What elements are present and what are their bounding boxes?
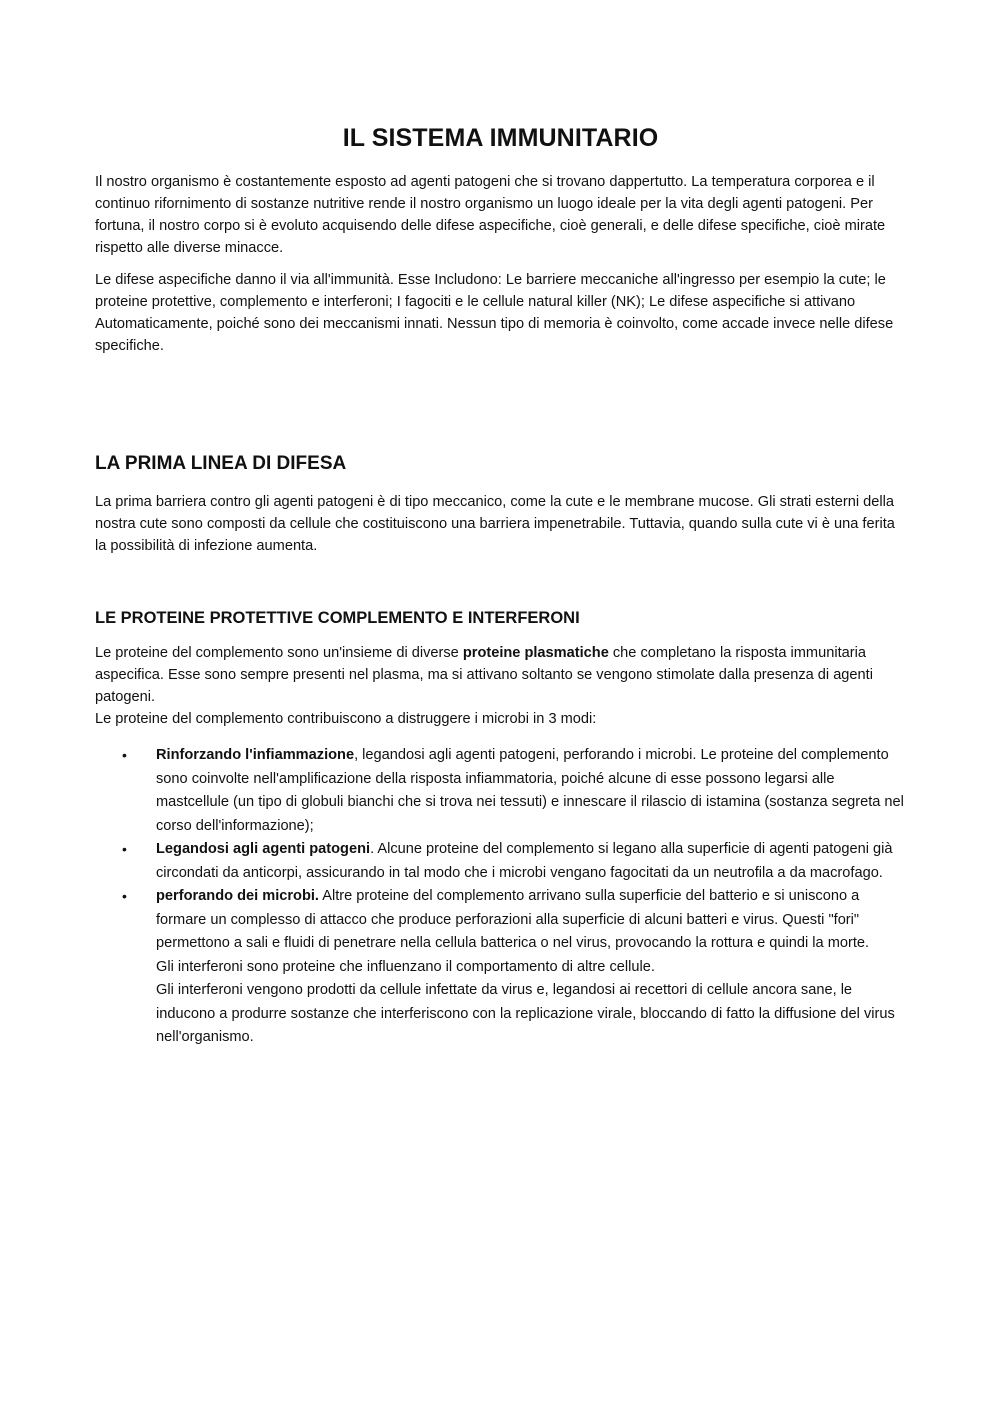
complement-bold-term: proteine plasmatiche (462, 645, 609, 661)
first-line-defense-paragraph: La prima barriera contro gli agenti patogeni è di tipo meccanico, come la cute e le membrane mucose. Gli strati esterni della nostra cute sono composti da cellule che costituiscono una barriera impenetrabile. Tuttavia, quando sulla cute vi è una ferita la possibilità di infezione aumenta. (95, 494, 895, 554)
document-title: IL SISTEMA IMMUNITARIO (342, 124, 659, 152)
complement-text-after: che completano la risposta immunitaria aspecifica. Esse sono sempre presenti nel plasma, ma si attivano soltanto se vengono stimolate dalla presenza di agenti patogeni. (95, 645, 873, 705)
list-item-text: . Alcune proteine del complemento si legano alla superficie di agenti patogeni già circondati da anticorpi, assicurando in tal modo che i microbi vengano fagocitati da un neutrofila a da macrofago. (156, 841, 893, 881)
complement-ways-list (95, 744, 906, 1050)
complement-ways-intro: Le proteine del complemento contribuiscono a distruggere i microbi in 3 modi: (95, 711, 597, 727)
interferon-note-2: Gli interferoni vengono prodotti da cellule infettate da virus e, legandosi ai recettori di cellule ancora sane, le inducono a produrre sostanze che interferiscono con la replicazione virale, bloccando di fatto la diffusione del virus nell'organismo. (156, 982, 895, 1045)
bullet-icon: • (122, 841, 127, 857)
interferon-note-1: Gli interferoni sono proteine che influenzano il comportamento di altre cellule. (156, 958, 655, 975)
complement-text-before: Le proteine del complemento sono un'insieme di diverse (95, 645, 463, 661)
list-item-text: Altre proteine del complemento arrivano sulla superficie del batterio e si uniscono a formare un complesso di attacco che produce perforazioni alla superficie di alcuni batteri e virus. Questi "fori" permettono a sali e fluidi di penetrare nella cellula batterica o nel virus, provocando la rottura e quindi la morte. (156, 888, 870, 951)
intro-paragraph-2: Le difese aspecifiche danno il via all'immunità. Esse Includono: Le barriere meccaniche all'ingresso per esempio la cute; le proteine protettive, complemento e interferoni; I fagociti e le cellule natural killer (NK); Le difese aspecifiche si attivano Automaticamente, poiché sono dei meccanismi innati. Nessun tipo di memoria è coinvolto, come accade invece nelle difese specifiche. (95, 272, 894, 354)
section-heading-protective-proteins: LE PROTEINE PROTETTIVE COMPLEMENTO E INTERFERONI (95, 609, 580, 627)
bullet-icon: • (122, 888, 127, 904)
list-item (95, 838, 906, 885)
list-item (95, 885, 906, 1050)
list-item-bold: Rinforzando l'infiammazione (156, 747, 355, 763)
list-item-text: , legandosi agli agenti patogeni, perforando i microbi. Le proteine del complemento sono coinvolte nell'amplificazione della risposta infiammatoria, poiché alcune di esse possono legarsi alle mastcellule (un tipo di globuli bianchi che si trova nei tessuti) e innescare il rilascio di istamina (sostanza segreta nel corso dell'informazione); (156, 747, 904, 834)
list-item-bold: Legandosi agli agenti patogeni (156, 841, 371, 857)
section-heading-first-line-defense: LA PRIMA LINEA DI DIFESA (95, 453, 347, 474)
intro-paragraph-1: Il nostro organismo è costantemente esposto ad agenti patogeni che si trovano dappertutto. La temperatura corporea e il continuo rifornimento di sostanze nutritive rende il nostro organismo un luogo ideale per la vita degli agenti patogeni. Per fortuna, il nostro corpo si è evoluto acquisendo delle difese aspecifiche, cioè generali, e delle difese specifiche, cioè mirate rispetto alle diverse minacce. (95, 174, 886, 256)
list-item (95, 744, 906, 838)
list-item-bold: perforando dei microbi. (156, 888, 319, 904)
bullet-icon: • (122, 747, 127, 763)
complement-paragraph (95, 642, 906, 708)
